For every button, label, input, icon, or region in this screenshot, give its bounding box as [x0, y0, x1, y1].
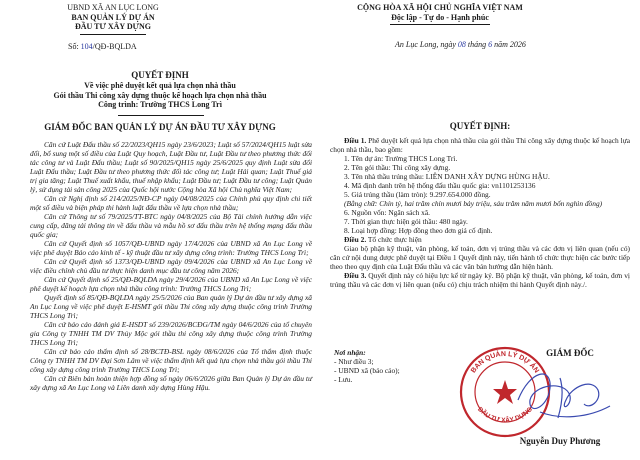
amount-in-words: (Bằng chữ: Chín tỷ, hai trăm chín mươi bảy triệu, sáu trăm năm mươi bốn nghìn đồng) — [344, 199, 603, 208]
signer-name: Nguyễn Duy Phương — [519, 436, 601, 446]
motto-underline — [390, 24, 490, 25]
recipient-item: - Như điều 3; — [334, 357, 374, 366]
national-motto: Độc lập - Tự do - Hạnh phúc — [391, 12, 489, 22]
legal-basis-paragraph: Căn cứ Quyết định số 1373/QĐ-UBND ngày 09/4/2026 của UBND xã An Lục Long về việc điều chỉnh chủ đầu tư thực hiện danh mục đầu tư công năm 2026; — [30, 257, 312, 275]
legal-basis-paragraph: Căn cứ Luật Đấu thầu số 22/2023/QH15 ngày 23/6/2023; Luật số 57/2024/QH15 luật sửa đổi, bổ sung một số điều của Luật Quy hoạch, Luật Đầu tư, Luật Đầu tư theo phương thức đối tác công tư và Luật Đấu thầu; Luật số 90/2025/QH15 ngày 25/6/2025 quy định Luật sửa đổi Luật Đấu thầu; Luật Đầu tư theo phương thức đối tác công tư; Luật Hải quan; Luật Thuế giá trị gia tăng; Luật Thuế xuất khẩu, thuế nhập khẩu; Luật Đầu tư; Luật Đầu tư công; Luật Quản lý, sử dụng tài sản công 2025 của Quốc hội nước Cộng hòa Xã hội Chủ nghĩa Việt Nam; — [30, 140, 312, 194]
recipient-item: - Lưu. — [334, 375, 353, 384]
decision-item: 8. Loại hợp đồng: Hợp đồng theo đơn giá cố định. — [344, 226, 493, 235]
signer-title: GIÁM ĐỐC — [546, 348, 594, 358]
issuer-underline — [80, 34, 146, 35]
article-2-body: Giao bộ phận kỹ thuật, văn phòng, kế toán, đơn vị trúng thầu và các đơn vị liên quan (nếu có) căn cứ nội dung được phê duyệt tại Điều 1 Quyết định này, tiến hành tổ chức thực hiện các bước tiếp theo theo quy định của Luật Đấu thầu và các văn bản hướng dẫn hiện hành. — [330, 244, 630, 271]
stamp-text-top: BAN QUẢN LÝ DỰ ÁN — [470, 350, 540, 375]
article-3: Điều 3. Quyết định này có hiệu lực kể từ ngày ký. Bộ phận kỹ thuật, văn phòng, kế toán, đơn vị trúng thầu và các đơn vị liên quan (nếu có) chịu trách nhiệm thi hành Quyết định này./. — [330, 271, 630, 289]
legal-basis — [30, 140, 312, 392]
issuer-line-3: ĐẦU TƯ XÂY DỰNG — [74, 22, 152, 32]
legal-basis-paragraph: Căn cứ Biên bản hoàn thiện hợp đồng số ngày 06/6/2026 giữa Ban Quản lý Dự án đầu tư xây dựng xã An Lục Long và Liên danh xây dựng Hùng Hậu. — [30, 374, 312, 392]
article-1: Điều 1. Phê duyệt kết quả lựa chọn nhà thầu của gói thầu Thi công xây dựng thuộc kế hoạch lựa chọn nhà thầu, bao gồm: — [330, 136, 630, 154]
legal-basis-paragraph: Căn cứ Quyết định số 25/QĐ-BQLDA ngày 29/4/2026 của UBND xã An Lục Long về việc phê duyệt kế hoạch lựa chọn nhà thầu công trình: Trường THCS Long Trì; — [30, 275, 312, 293]
recipient-item: - UBND xã (báo cáo); — [334, 366, 400, 375]
authority-heading: GIÁM ĐỐC BAN QUẢN LÝ DỰ ÁN ĐẦU TƯ XÂY DỰNG — [44, 122, 276, 132]
decision-item: 2. Tên gói thầu: Thi công xây dựng. — [344, 163, 451, 172]
issuer-block — [38, 3, 188, 32]
article-1-items-continued — [330, 208, 630, 235]
issue-date: An Lục Long, ngày 08 tháng 6 năm 2026 — [395, 40, 526, 49]
issuer-line-2: BAN QUẢN LÝ DỰ ÁN — [71, 12, 155, 22]
decision-item: 6. Nguồn vốn: Ngân sách xã. — [344, 208, 431, 217]
title-underline — [118, 115, 204, 116]
legal-basis-paragraph: Căn cứ báo cáo đánh giá E-HSDT số 239/2026/BCĐG/TM ngày 04/6/2026 của tổ chuyên gia Công ty TNHH TM DV Thủy Mộc gói thầu thi công xây dựng thuộc công trình Trường THCS Long Trì; — [30, 320, 312, 347]
legal-basis-paragraph: Căn cứ Quyết định số 1057/QĐ-UBND ngày 17/4/2026 của UBND xã An Lục Long về việc phê duyệt Báo cáo kinh tế - kỹ thuật đầu tư xây dựng công trình: Trường THCS Long Trì; — [30, 239, 312, 257]
legal-basis-paragraph: Quyết định số 85/QĐ-BQLDA ngày 25/5/2026 của Ban quản lý Dự án đầu tư xây dựng xã An Lục Long về việc phê duyệt E-HSMT gói thầu Thi công xây dựng thuộc công trình Trường THCS Long Trì; — [30, 293, 312, 320]
issuer-line-1: UBND XÃ AN LỤC LONG — [67, 3, 159, 12]
decision-heading: QUYẾT ĐỊNH: — [449, 121, 511, 131]
handwritten-signature-icon — [500, 360, 620, 430]
decision-item: 3. Tên nhà thầu trúng thầu: LIÊN DANH XÂY DỰNG HÙNG HẬU. — [344, 172, 550, 181]
decision-subject-2: Gói thầu Thi công xây dựng thuộc kế hoạch lựa chọn nhà thầu — [53, 90, 267, 100]
decision-subject-3: Công trình: Trường THCS Long Trì — [98, 100, 222, 110]
decision-subject-1: Về việc phê duyệt kết quả lựa chọn nhà thầu — [84, 81, 236, 90]
decision-item: 4. Mã định danh trên hệ thống đấu thầu quốc gia: vn1101253136 — [344, 181, 536, 190]
decision-item: 1. Tên dự án: Trường THCS Long Trì. — [344, 154, 458, 163]
document-number: Số: 104/QĐ-BQLDA — [68, 42, 137, 51]
legal-basis-paragraph: Căn cứ Thông tư số 79/2025/TT-BTC ngày 04/8/2025 của Bộ Tài chính hướng dẫn việc cung cấp, đăng tải thông tin về đấu thầu và mẫu hồ sơ đấu thầu trên hệ thống mạng đấu thầu quốc gia; — [30, 212, 312, 239]
recipients — [334, 348, 444, 384]
recipients-list — [334, 357, 444, 384]
decision-title-block — [0, 70, 320, 110]
national-heading — [300, 3, 580, 22]
legal-basis-paragraph: Căn cứ báo cáo thẩm định số 28/BCTĐ-BSL ngày 08/6/2026 của Tổ thẩm định thuộc Công ty TNHH TM DV Đại Sơn Lâm về việc thẩm định kết quả lựa chọn nhà thầu gói thầu Thi công xây dựng công trình Trường THCS Long Trì; — [30, 347, 312, 374]
recipients-heading: Nơi nhận: — [334, 348, 366, 357]
decision-item: 7. Thời gian thực hiện gói thầu: 480 ngày. — [344, 217, 468, 226]
stamp-text-bottom: ĐẦU TƯ XÂY DỰNG — [476, 406, 534, 425]
article-2: Điều 2. Tổ chức thực hiện — [344, 235, 422, 244]
national-title: CỘNG HÒA XÃ HỘI CHỦ NGHĨA VIỆT NAM — [357, 3, 523, 12]
legal-basis-paragraph: Căn cứ Nghị định số 214/2025/NĐ-CP ngày 04/08/2025 của Chính phủ quy định chi tiết một số điều và biện pháp thi hành luật đấu thầu về lựa chọn nhà thầu; — [30, 194, 312, 212]
article-1-items — [330, 154, 630, 199]
decision-body — [330, 136, 630, 289]
decision-title: QUYẾT ĐỊNH — [131, 70, 189, 80]
document-number-value: 104 — [80, 42, 93, 51]
decision-item: 5. Giá trúng thầu (làm tròn): 9.297.654.000 đồng. — [344, 190, 491, 199]
